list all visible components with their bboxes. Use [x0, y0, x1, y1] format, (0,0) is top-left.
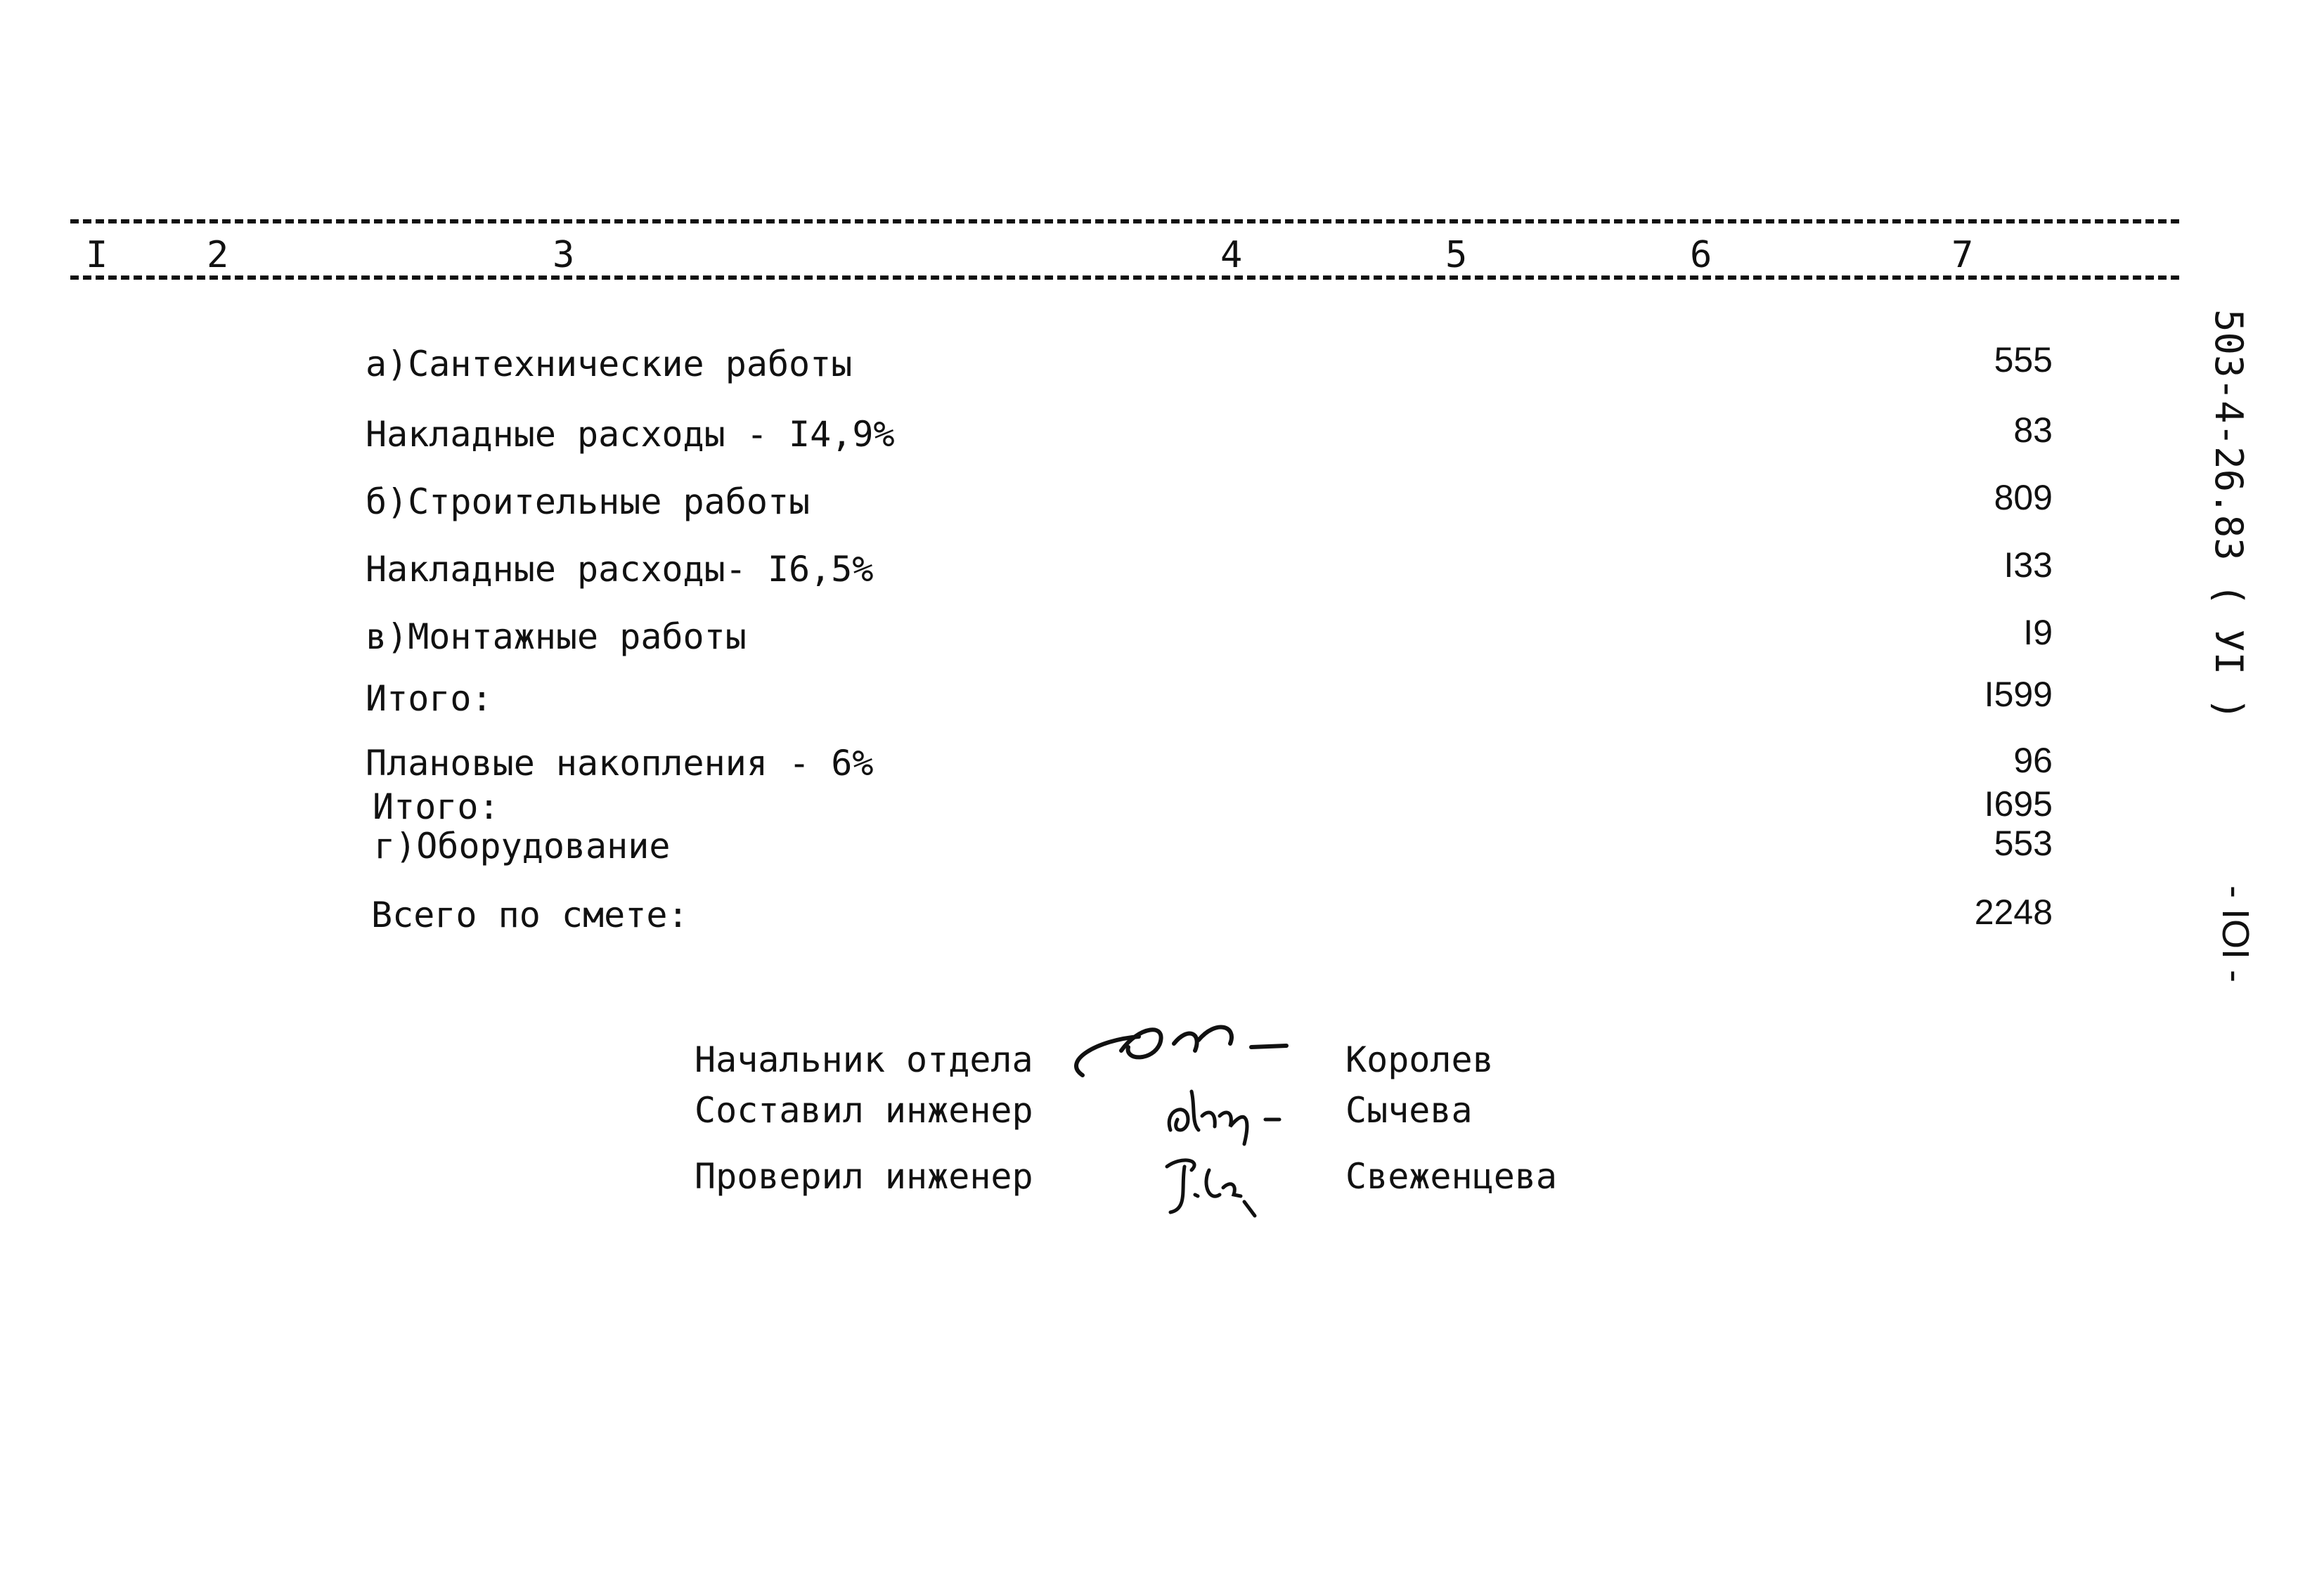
row-value-subtotal-1: I599	[1984, 675, 2053, 714]
row-value-subtotal-2: I695	[1984, 784, 2053, 824]
row-label-overhead-2: Накладные расходы- I6,5%	[366, 549, 874, 590]
column-number-7: 7	[1949, 235, 1976, 275]
row-value-grand-total: 2248	[1974, 893, 2053, 932]
column-number-4: 4	[1218, 235, 1245, 275]
row-label-planned-savings: Плановые накопления - 6%	[366, 743, 874, 784]
row-value-equipment: 553	[1994, 824, 2053, 863]
column-number-1: I	[83, 235, 110, 275]
signature-name-compiler: Сычева	[1345, 1090, 1473, 1131]
row-label-construction-works: б)Строительные работы	[366, 481, 811, 522]
row-label-sanitary-works: а)Сантехнические работы	[366, 344, 853, 384]
signature-name-head: Королев	[1345, 1039, 1494, 1080]
page-number: - IOI -	[2214, 885, 2257, 982]
row-value-planned-savings: 96	[2013, 741, 2053, 780]
row-label-grand-total: Всего по смете:	[371, 895, 689, 935]
row-label-subtotal-1: Итого:	[366, 678, 493, 719]
column-number-2: 2	[204, 235, 231, 275]
row-label-installation-works: в)Монтажные работы	[366, 616, 747, 657]
row-label-equipment: г)Оборудование	[374, 826, 671, 867]
signature-role-head: Начальник отдела	[695, 1039, 1033, 1080]
signature-role-compiler: Составил инженер	[695, 1090, 1033, 1131]
column-number-6: 6	[1687, 235, 1715, 275]
row-value-overhead-2: I33	[2003, 545, 2053, 585]
header-rule-bottom	[70, 275, 2179, 280]
column-number-3: 3	[550, 235, 577, 275]
handwritten-signature-2	[1160, 1081, 1300, 1151]
handwritten-signature-1	[1054, 1012, 1308, 1089]
row-label-overhead-1: Накладные расходы - I4,9%	[366, 414, 895, 455]
row-value-installation-works: I9	[2023, 613, 2053, 652]
row-value-construction-works: 809	[1994, 478, 2053, 517]
row-label-subtotal-2: Итого:	[373, 786, 500, 827]
row-value-overhead-1: 83	[2013, 410, 2053, 450]
row-value-sanitary-works: 555	[1994, 340, 2053, 379]
signature-role-checker: Проверил инженер	[695, 1156, 1033, 1197]
column-number-5: 5	[1442, 235, 1470, 275]
header-rule-top	[70, 219, 2179, 223]
handwritten-signature-3	[1153, 1146, 1265, 1223]
document-code: 503-4-26.83 ( УI )	[2207, 309, 2251, 721]
signature-name-checker: Свеженцева	[1345, 1156, 1558, 1197]
